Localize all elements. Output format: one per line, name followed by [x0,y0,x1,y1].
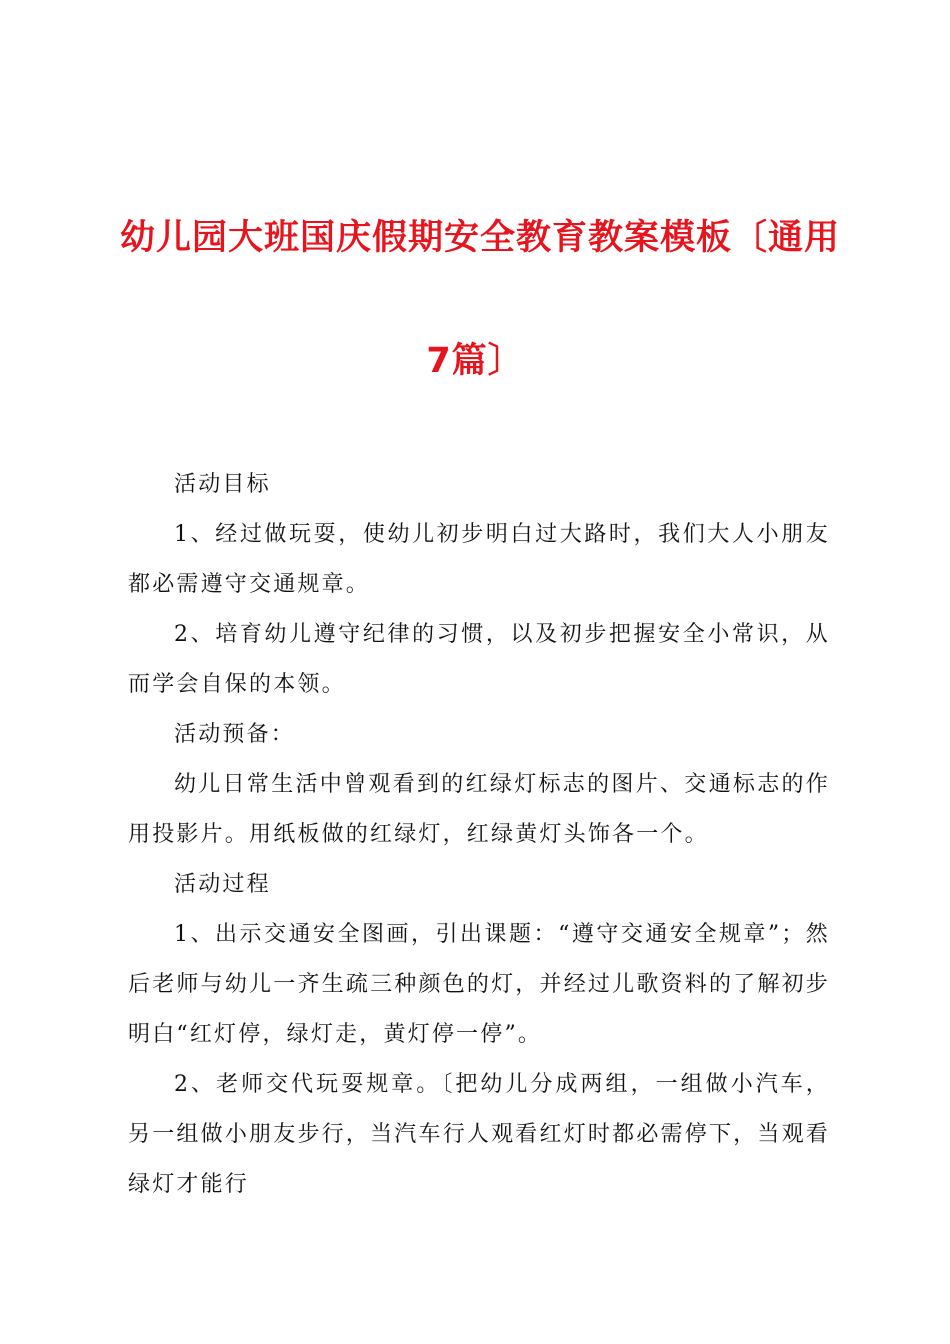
paragraph-objective-1: 1、经过做玩耍，使幼儿初步明白过大路时，我们大人小朋友都必需遵守交通规章。 [128,522,830,597]
document-body [128,460,830,1210]
document-title-line-1: 幼儿园大班国庆假期安全教育教案模板〔通用 [120,218,841,258]
paragraph-process-2: 2、老师交代玩耍规章。〔把幼儿分成两组，一组做小汽车，另一组做小朋友步行，当汽车行人观看红灯时都必需停下，当观看绿灯才能行 [128,1072,830,1197]
section-heading-preparation: 活动预备： [174,722,296,747]
document-title-line-2: 7篇〕 [426,341,524,381]
paragraph-preparation: 幼儿日常生活中曾观看到的红绿灯标志的图片、交通标志的作用投影片。用纸板做的红绿灯，红绿黄灯头饰各一个。 [128,772,830,847]
paragraph-objective-2: 2、培育幼儿遵守纪律的习惯，以及初步把握安全小常识，从而学会自保的本领。 [128,622,830,697]
paragraph-process-1: 1、出示交通安全图画，引出课题：“遵守交通安全规章”；然后老师与幼儿一齐生疏三种颜色的灯，并经过儿歌资料的了解初步明白“红灯停，绿灯走，黄灯停一停”。 [128,922,830,1047]
section-heading-objectives: 活动目标 [174,472,271,497]
section-heading-process: 活动过程 [174,872,271,897]
